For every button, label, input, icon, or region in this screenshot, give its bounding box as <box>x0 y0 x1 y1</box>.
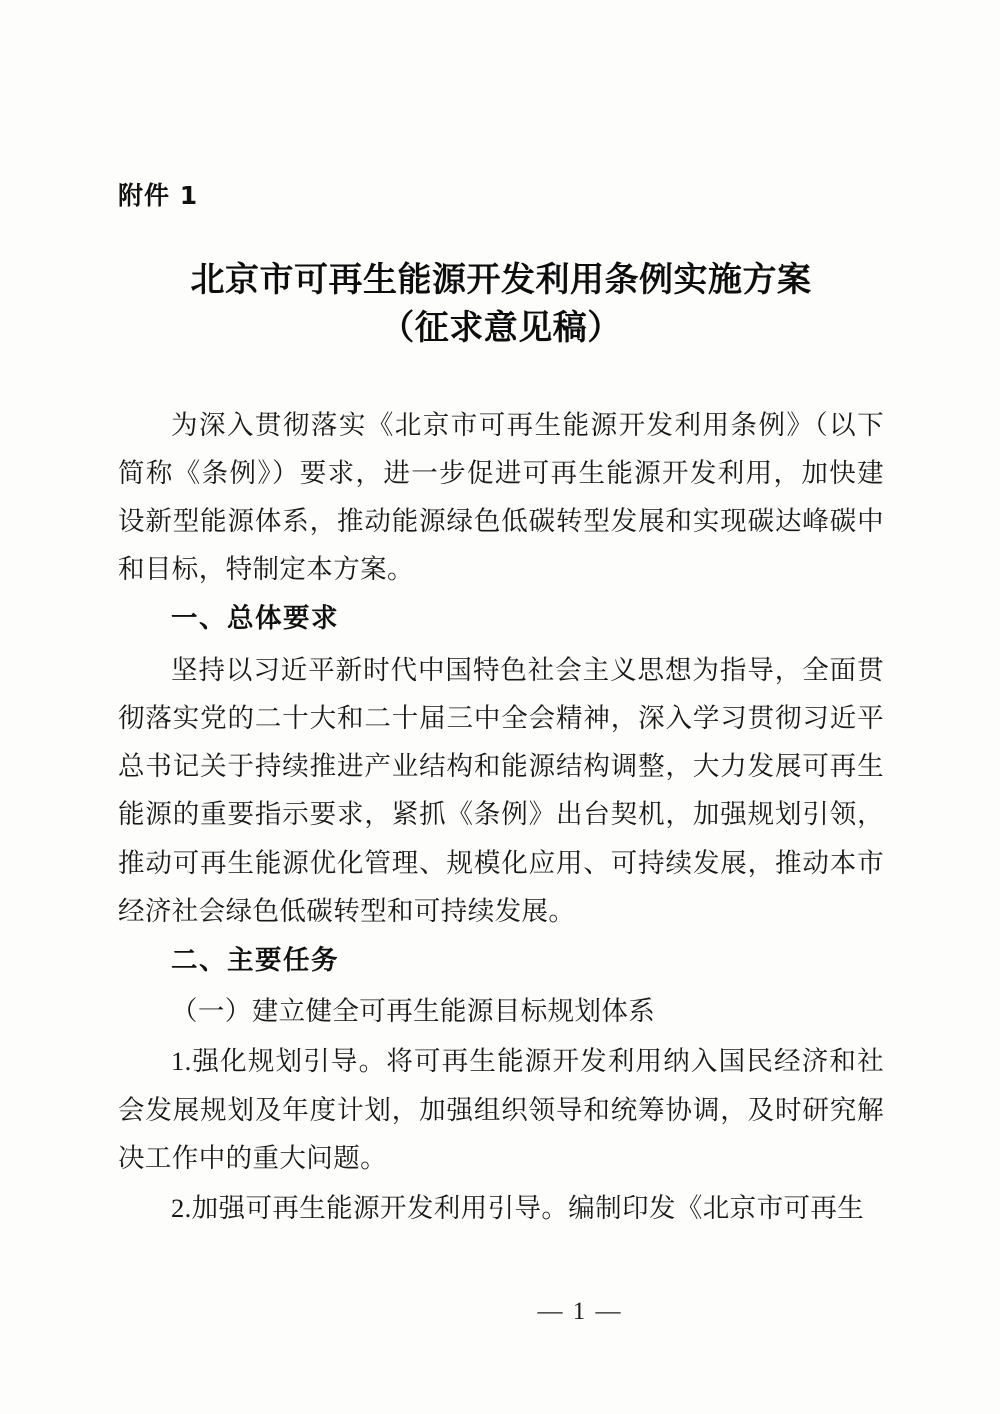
document-content <box>118 176 884 1234</box>
page-number: — 1 — <box>537 1298 623 1325</box>
page-title: 北京市可再生能源开发利用条例实施方案 <box>190 260 812 300</box>
attachment-label: 附件 1 <box>118 181 199 210</box>
subsection-heading-1: （一）建立健全可再生能源目标规划体系 <box>171 996 656 1027</box>
section-heading-2: 二、主要任务 <box>171 944 339 976</box>
page-subtitle: （征求意见稿） <box>380 308 622 349</box>
paragraph-item-2: 2.加强可再生能源开发利用引导。编制印发《北京市可再生 <box>171 1193 865 1224</box>
paragraph-intro: 为深入贯彻落实《北京市可再生能源开发利用条例》（以下简称《条例》）要求，进一步促进可再生能源开发利用，加快建设新型能源体系，推动能源绿色低碳转型发展和实现碳达峰碳中和目标，特制定本方案。 <box>118 409 884 585</box>
paragraph-general-requirements: 坚持以习近平新时代中国特色社会主义思想为指导，全面贯彻落实党的二十大和二十届三中全会精神，深入学习贯彻习近平总书记关于持续推进产业结构和能源结构调整，大力发展可再生能源的重要指示要求，紧抓《条例》出台契机，加强规划引领，推动可再生能源优化管理、规模化应用、可持续发展，推动本市经济社会绿色低碳转型和可持续发展。 <box>118 654 884 926</box>
section-heading-1: 一、总体要求 <box>171 603 339 635</box>
paragraph-item-1: 1.强化规划引导。将可再生能源开发利用纳入国民经济和社会发展规划及年度计划，加强组织领导和统筹协调，及时研究解决工作中的重大问题。 <box>118 1046 884 1173</box>
